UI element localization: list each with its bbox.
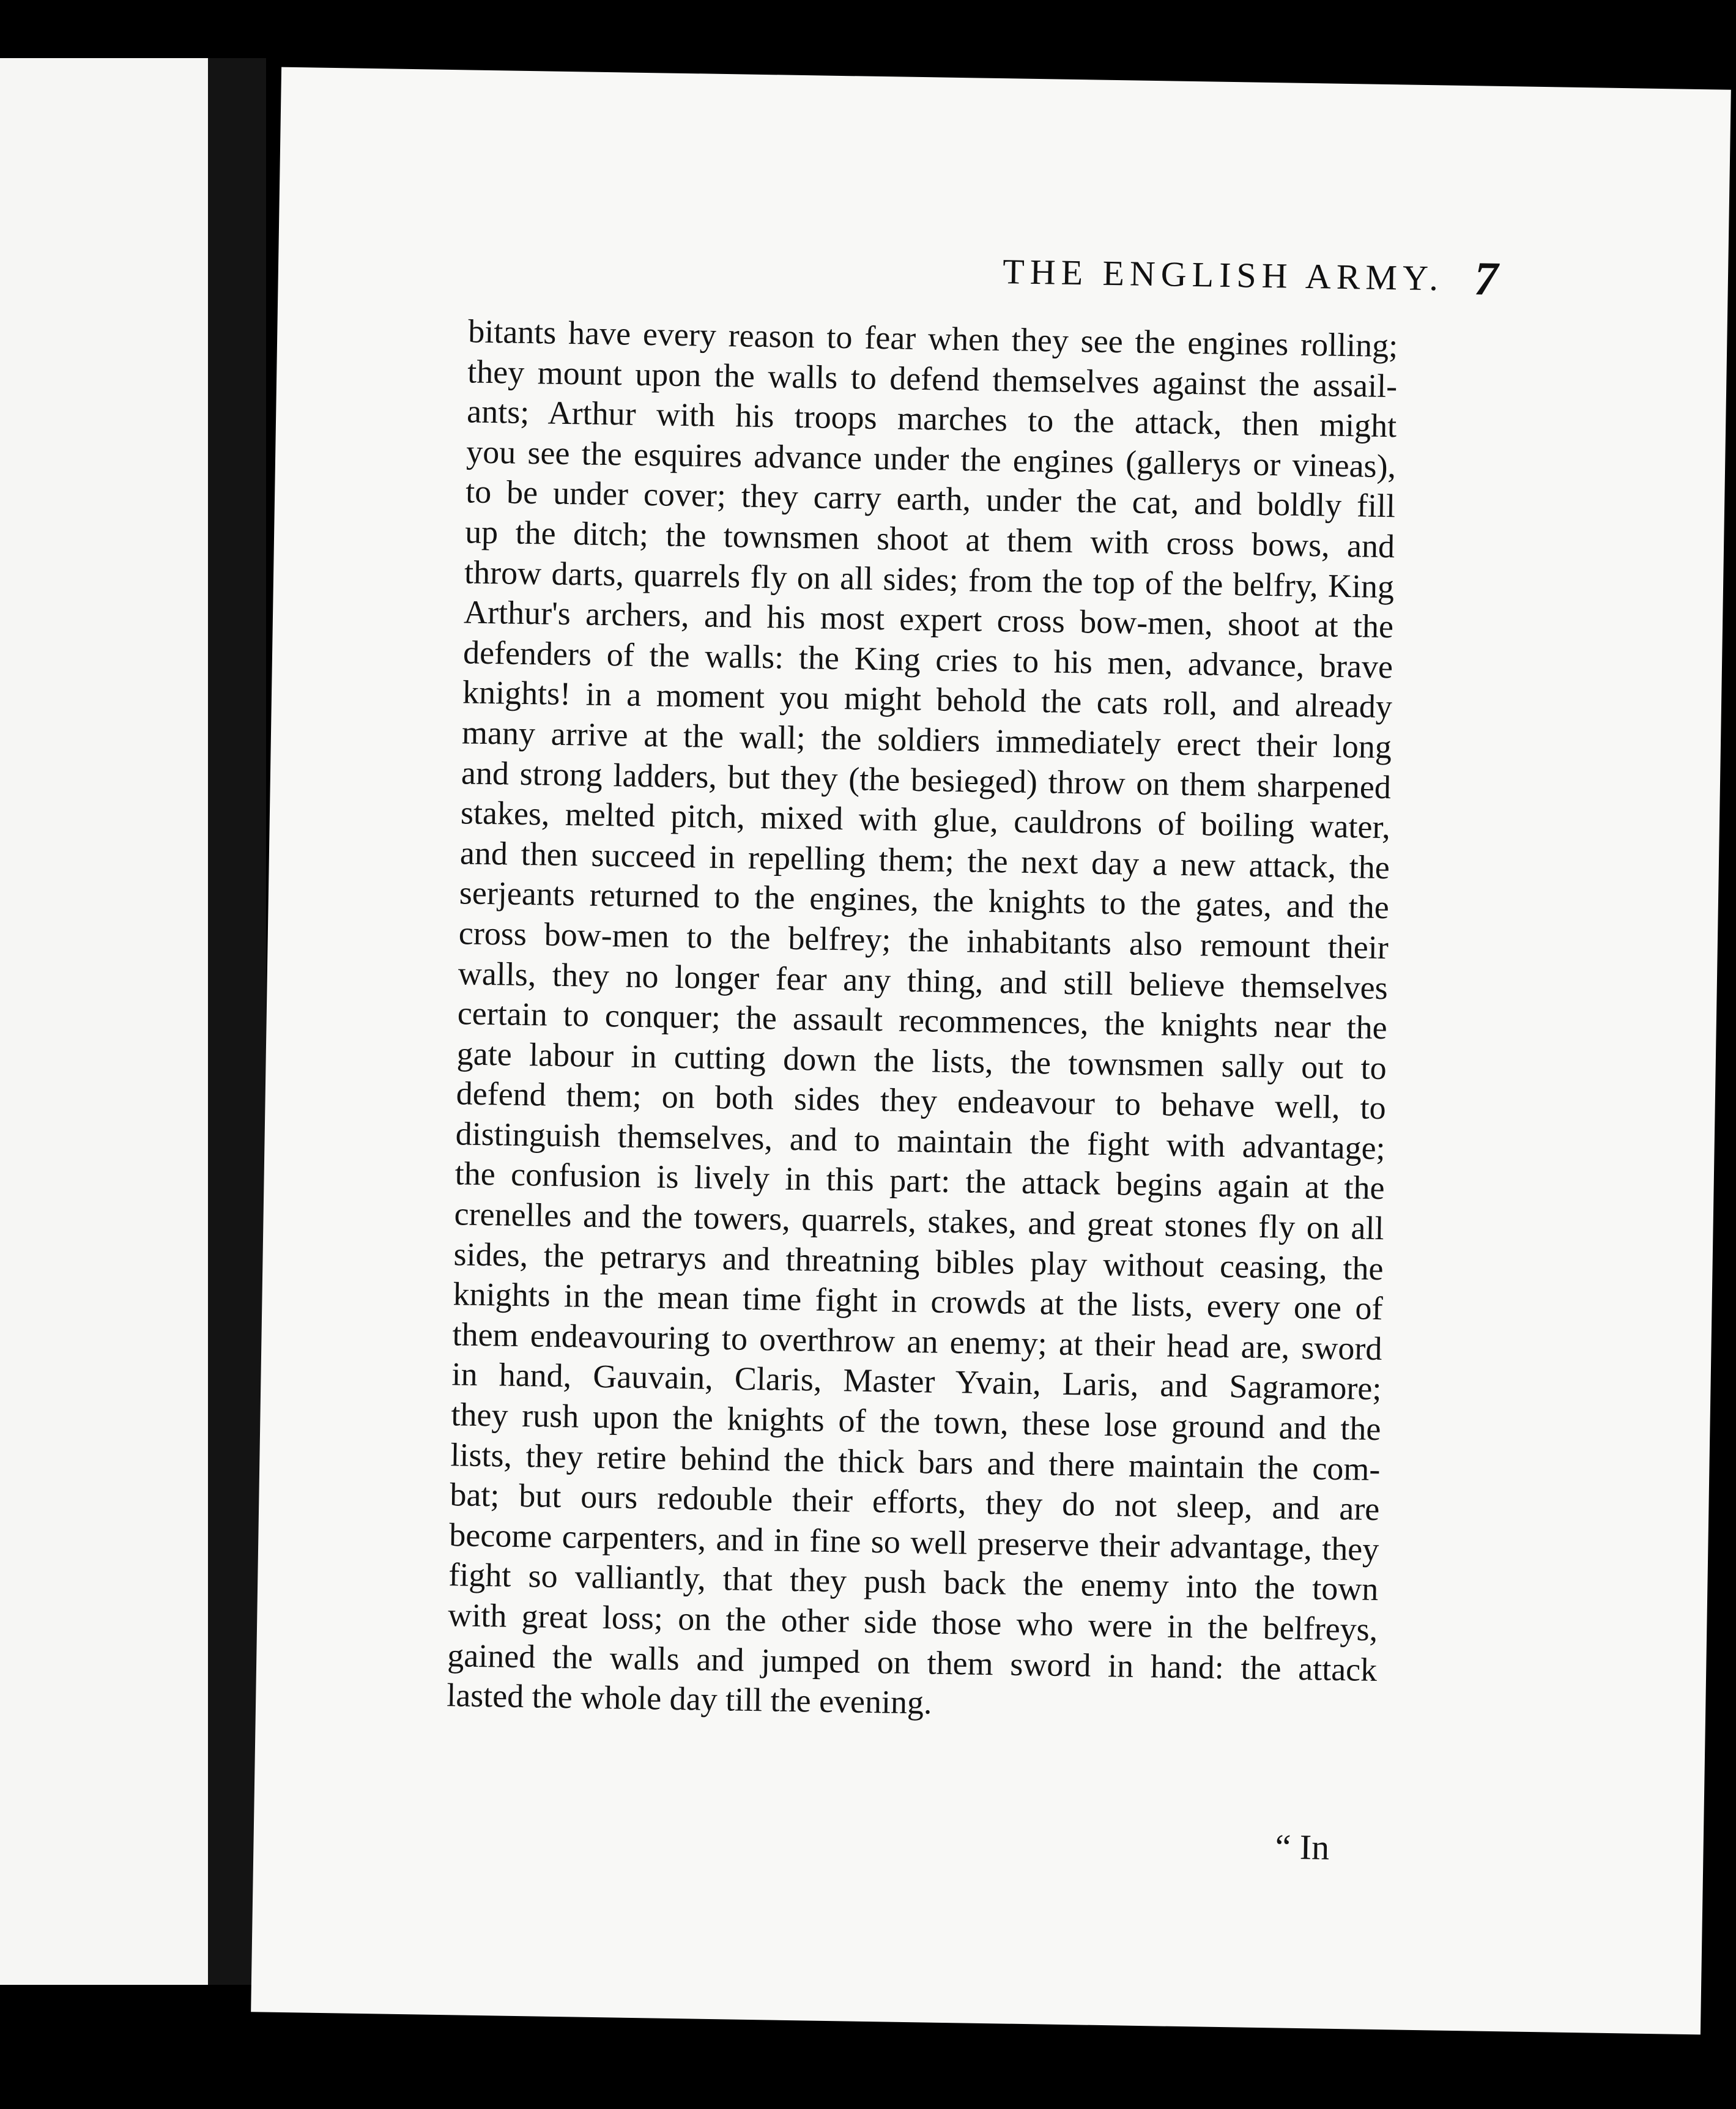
text-line: up the ditch; the townsmen shoot at them with cross bows, and <box>464 513 1395 565</box>
text-line: bat; but ours redouble their efforts, they do not sleep, and are <box>450 1476 1380 1528</box>
text-line: fight so valliantly, that they push back the enemy into the town <box>448 1556 1379 1608</box>
text-line: defend them; on both sides they endeavour to behave well, to <box>456 1075 1387 1127</box>
text-line: lists, they retire behind the thick bars and there maintain the com- <box>450 1436 1381 1488</box>
text-line: distinguish themselves, and to maintain the fight with advantage; <box>455 1115 1386 1167</box>
text-line: them endeavouring to overthrow an enemy; at their head are, sword <box>452 1316 1382 1367</box>
text-line: become carpenters, and in fine so well preserve their advantage, they <box>448 1516 1379 1568</box>
text-line: and then succeed in repelling them; the next day a new attack, the <box>459 834 1390 886</box>
book-page <box>251 67 1731 2035</box>
text-line: in hand, Gauvain, Claris, Master Yvain, Laris, and Sagramore; <box>451 1355 1382 1407</box>
text-line: gained the walls and jumped on them sword in hand: the attack <box>447 1636 1378 1688</box>
text-line: bitants have every reason to fear when they see the engines rolling; <box>467 313 1398 365</box>
text-line: certain to conquer; the assault recommences, the knights near the <box>457 995 1388 1047</box>
text-line: cross bow-men to the belfrey; the inhabitants also remount their <box>458 914 1389 966</box>
text-line: many arrive at the wall; the soldiers immediately erect their long <box>461 714 1392 766</box>
left-page-edge <box>0 58 208 1985</box>
text-line: defenders of the walls: the King cries to his men, advance, brave <box>462 634 1393 685</box>
text-line: knights in the mean time fight in crowds at the lists, every one of <box>453 1275 1383 1327</box>
text-line: lasted the whole day till the evening. <box>446 1677 933 1721</box>
text-line: serjeants returned to the engines, the knights to the gates, and the <box>459 874 1390 926</box>
text-line: gate labour in cutting down the lists, the townsmen sally out to <box>456 1034 1387 1086</box>
text-line: sides, the petrarys and threatning bibles play without ceasing, the <box>453 1235 1384 1287</box>
text-line: the confusion is lively in this part: the attack begins again at the <box>454 1155 1385 1207</box>
text-line: they rush upon the knights of the town, these lose ground and the <box>451 1396 1381 1448</box>
text-line: with great loss; on the other side those who were in the belfreys, <box>447 1596 1378 1648</box>
body-text <box>447 311 1398 1730</box>
text-line: walls, they no longer fear any thing, and still believe themselves <box>458 954 1389 1006</box>
text-line: to be under cover; they carry earth, under the cat, and boldly fill <box>465 473 1396 525</box>
text-line: Arthur's archers, and his most expert cross bow-men, shoot at the <box>463 593 1394 645</box>
text-line: throw darts, quarrels fly on all sides; from the top of the belfry, King <box>464 553 1395 605</box>
text-line: you see the esquires advance under the engines (gallerys or vineas), <box>466 433 1397 485</box>
text-line: crenelles and the towers, quarrels, stakes, and great stones fly on all <box>454 1195 1384 1247</box>
running-head: THE ENGLISH ARMY. <box>1002 251 1444 298</box>
text-line: they mount upon the walls to defend themselves against the assail- <box>467 353 1398 404</box>
catchword: “ In <box>1275 1826 1330 1867</box>
text-line: stakes, melted pitch, mixed with glue, cauldrons of boiling water, <box>460 794 1391 846</box>
text-line: ants; Arthur with his troops marches to the attack, then might <box>466 393 1397 445</box>
text-line: and strong ladders, but they (the besieged) throw on them sharpened <box>461 754 1392 806</box>
page-number: 7 <box>1474 251 1499 305</box>
text-line: knights! in a moment you might behold the cats roll, and already <box>462 673 1393 725</box>
